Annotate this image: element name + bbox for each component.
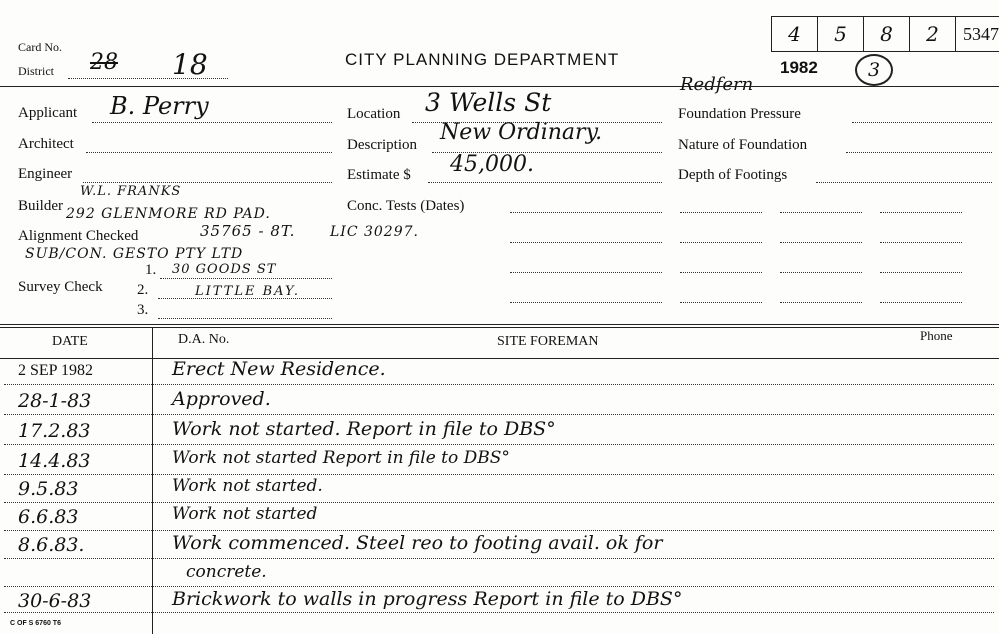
conc-line-2: [510, 242, 662, 243]
da-header: D.A. No.: [178, 332, 230, 347]
description-value: New Ordinary.: [440, 120, 603, 145]
row-line: [4, 558, 994, 559]
card-no-label: Card No.: [18, 40, 62, 54]
row-entry: Erect New Residence.: [172, 358, 386, 380]
right-line-4b: [780, 302, 862, 303]
card-digit: 5: [817, 17, 863, 51]
card-digit: 4: [788, 22, 801, 46]
form-code: C OF S 6760 T6: [10, 620, 61, 627]
conc-line-4: [510, 302, 662, 303]
row-entry: Work not started.: [172, 476, 323, 496]
row-date: 9.5.83: [18, 478, 79, 500]
right-line-3a: [680, 272, 762, 273]
department-title: CITY PLANNING DEPARTMENT: [345, 50, 620, 69]
engineer-label: Engineer: [18, 166, 73, 182]
conc-tests-label: Conc. Tests (Dates): [347, 198, 465, 214]
survey-2-num: 2.: [137, 282, 149, 298]
architect-label: Architect: [18, 136, 74, 152]
builder-name: W.L. FRANKS: [80, 184, 182, 199]
foreman-header: SITE FOREMAN: [497, 334, 599, 349]
foundation-pressure-line: [852, 122, 992, 123]
row-date: 30-6-83: [18, 590, 92, 612]
row-date: 14.4.83: [18, 450, 91, 472]
date-header: DATE: [52, 334, 88, 349]
estimate-label: Estimate $: [347, 167, 411, 183]
district-label: District: [18, 64, 54, 78]
depth-footings-line: [816, 182, 992, 183]
alignment-label: Alignment Checked: [18, 228, 139, 244]
applicant-label: Applicant: [18, 105, 78, 121]
survey-label: Survey Check: [18, 279, 103, 295]
architect-line: [86, 152, 332, 153]
row-date: 6.6.83: [18, 506, 79, 528]
engineer-line: [83, 182, 332, 183]
survey-1-value: 30 GOODS ST: [172, 262, 277, 277]
alignment-extra: LIC 30297.: [330, 224, 419, 240]
right-line-2c: [880, 242, 962, 243]
card-number-boxes: [771, 16, 999, 52]
estimate-line: [428, 182, 662, 183]
right-line-3c: [880, 272, 962, 273]
survey-2-value: LITTLE BAY.: [195, 284, 301, 299]
survey-1-num: 1.: [145, 262, 157, 278]
row-date: 8.6.83.: [18, 534, 85, 556]
district-value-struck: 28: [90, 50, 118, 75]
location-value: 3 Wells St: [425, 88, 552, 117]
row-date: 28-1-83: [18, 390, 92, 412]
right-line-1a: [680, 212, 762, 213]
row-line: [4, 612, 994, 613]
phone-header: Phone: [920, 328, 953, 343]
year: 1982: [780, 58, 818, 77]
row-date: 17.2.83: [18, 420, 91, 442]
right-line-1c: [880, 212, 962, 213]
survey-3-num: 3.: [137, 302, 149, 318]
location-suburb: Redfern: [680, 74, 754, 95]
date-column-divider: [152, 328, 153, 634]
right-line-4a: [680, 302, 762, 303]
alignment-value: 35765 - 8T.: [200, 222, 296, 240]
card-digit: 2: [909, 17, 955, 51]
row-line: [4, 474, 994, 475]
estimate-value: 45,000.: [450, 152, 534, 177]
row-entry: Work not started. Report in file to DBS°: [172, 418, 556, 440]
right-line-4c: [880, 302, 962, 303]
row-entry: Brickwork to walls in progress Report in file to DBS°: [172, 588, 683, 610]
row-line: [4, 384, 994, 385]
nature-foundation-label: Nature of Foundation: [678, 137, 808, 153]
row-line: [4, 530, 994, 531]
builder-address: 292 GLENMORE RD PAD.: [66, 206, 271, 222]
right-line-1b: [780, 212, 862, 213]
nature-foundation-line: [846, 152, 992, 153]
row-entry: Work not started: [172, 504, 318, 524]
description-label: Description: [347, 137, 417, 153]
row-date: 2 SEP 1982: [18, 362, 93, 379]
header-rule: [0, 86, 999, 87]
district-value: 18: [172, 48, 208, 81]
right-line-3b: [780, 272, 862, 273]
depth-footings-label: Depth of Footings: [678, 167, 788, 183]
section-rule-top: [0, 324, 999, 325]
table-header-rule: [0, 358, 999, 359]
row-line: [4, 502, 994, 503]
builder-label: Builder: [18, 198, 63, 214]
row-line: [4, 414, 994, 415]
row-entry: Work not started Report in file to DBS°: [172, 448, 510, 468]
card-serial: 5347: [955, 17, 999, 51]
conc-line-1: [510, 212, 662, 213]
foundation-pressure-label: Foundation Pressure: [678, 106, 801, 122]
row-entry-continued: concrete.: [186, 562, 267, 582]
survey-3-line: [158, 318, 332, 319]
location-label: Location: [347, 106, 401, 122]
row-line: [4, 586, 994, 587]
right-line-2a: [680, 242, 762, 243]
right-line-2b: [780, 242, 862, 243]
conc-line-3: [510, 272, 662, 273]
row-entry: Work commenced. Steel reo to footing avail. ok for: [172, 532, 663, 554]
card-digit: 8: [863, 17, 909, 51]
survey-1-line: [160, 278, 332, 279]
circled-value: 3: [855, 54, 893, 86]
row-entry: Approved.: [172, 388, 271, 410]
subcon-value: SUB/CON. GESTO PTY LTD: [25, 246, 244, 262]
row-line: [4, 444, 994, 445]
applicant-line: [92, 122, 332, 123]
section-rule-bottom: [0, 327, 999, 328]
applicant-value: B. Perry: [110, 92, 209, 120]
